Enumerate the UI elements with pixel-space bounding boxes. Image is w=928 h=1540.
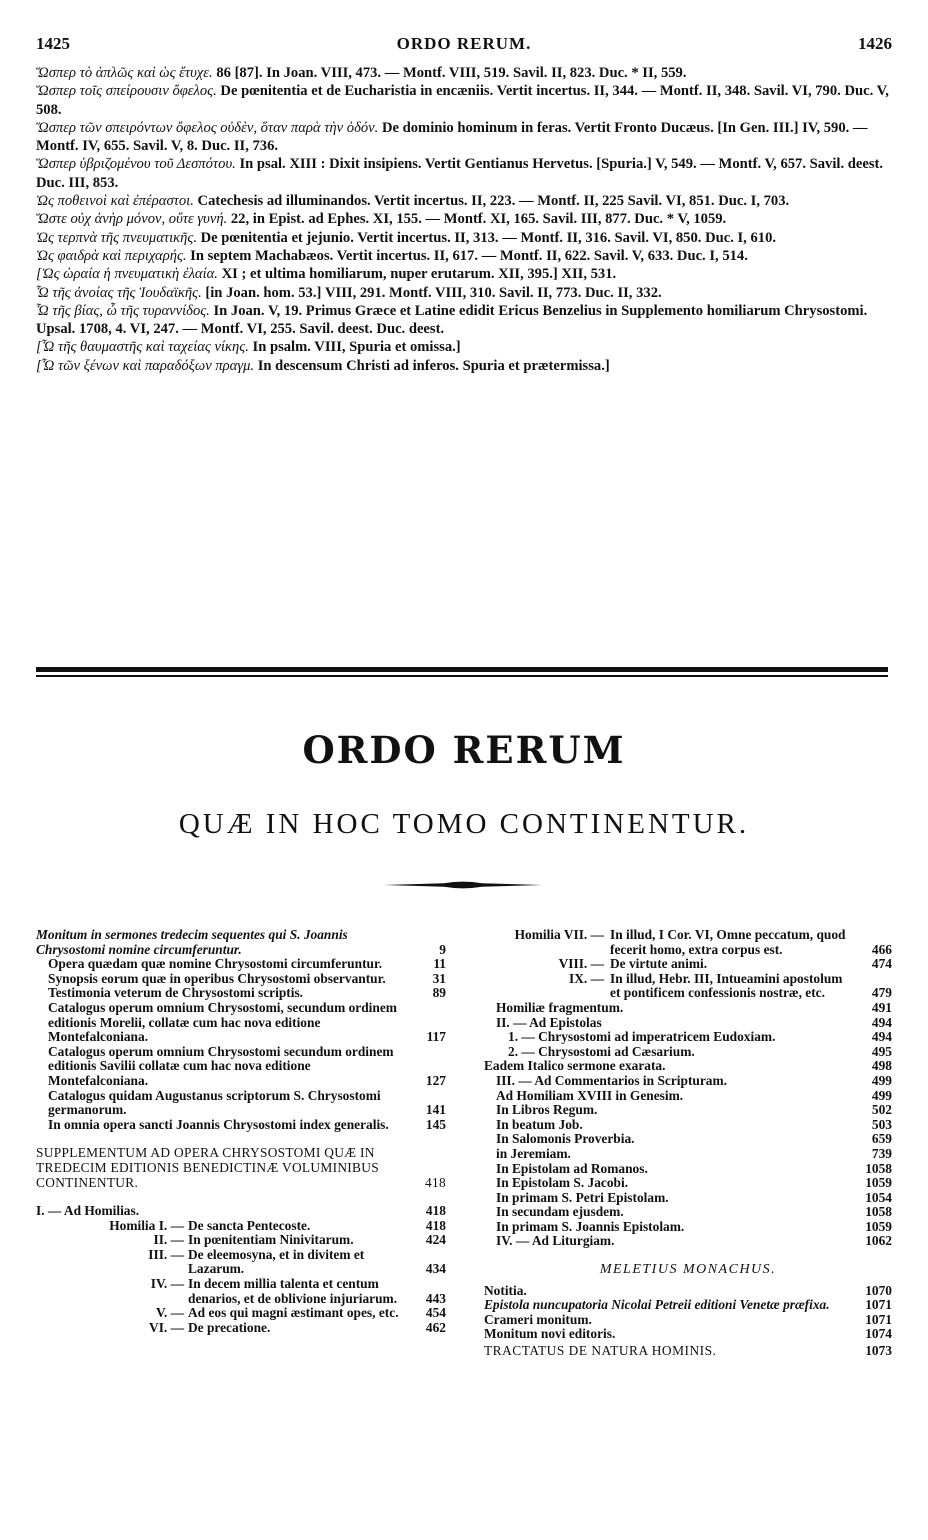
greek-incipit: Ὥσπερ τοῖς σπείρουσιν ὄφελος. — [36, 83, 217, 100]
incipit-entry — [36, 265, 892, 283]
homily-title: De sancta Pentecoste. — [188, 1217, 311, 1233]
main-title: ORDO RERUM — [302, 728, 626, 772]
homily-page: 454 — [425, 1305, 446, 1321]
toc-entry-text: In Libros Regum. — [496, 1102, 598, 1118]
toc-entry-page: 1059 — [865, 1218, 892, 1234]
homily-number: IV. — — [150, 1276, 184, 1292]
toc-entry-text: Synopsis eorum quæ in operibus Chrysostomi observantur. — [48, 970, 386, 986]
incipit-entry — [36, 82, 892, 119]
meletius-entry-page: 1071 — [865, 1297, 892, 1313]
homily-page: 418 — [425, 1217, 446, 1233]
toc-entry-text: in Jeremiam. — [496, 1145, 571, 1161]
entry-citation: De pœnitentia et de Eucharistia in encæniis. Vertit incertus. II, 344. — Montf. II, 348. Savil. VI, 790. Duc. V, 508. — [36, 83, 889, 118]
toc-entry-page: 1054 — [865, 1189, 892, 1205]
entry-citation: In Joan. V, 19. Primus Græce et Latine edidit Ericus Benzelius in Supplemento homiliarum Chrysostomi. Upsal. 1708, 4. VI, 247. — Montf. VI, 255. Savil. deest. Duc. deest. — [36, 302, 868, 338]
homily-page: 424 — [425, 1232, 446, 1248]
toc-entry-text: Eadem Italico sermone exarata. — [484, 1058, 666, 1074]
meletius-entry-text: Monitum novi editoris. — [484, 1326, 616, 1342]
meletius-entry-text: TRACTATUS DE NATURA HOMINIS. — [484, 1343, 717, 1359]
toc-entry — [484, 1205, 892, 1220]
greek-incipit: Ὥστε οὐχ ἀνὴρ μόνον, οὔτε γυνή. — [36, 211, 228, 228]
entry-citation: XI ; et ultima homiliarum, nuper erutarum. XII, 395.] XII, 531. — [221, 266, 617, 283]
homily-page: 462 — [425, 1319, 446, 1335]
toc-entry — [484, 1147, 892, 1162]
incipit-entry — [36, 302, 892, 339]
meletius-entry — [484, 1327, 892, 1342]
section-heading-text: IV. — Ad Liturgiam. — [496, 1233, 615, 1249]
incipit-entry — [36, 284, 892, 302]
section-heading-page: 1062 — [865, 1233, 892, 1249]
running-title: ORDO RERUM. — [396, 34, 532, 53]
homily-title: In illud, I Cor. VI, Omne peccatum, quod fecerit homo, extra corpus est. — [610, 927, 846, 957]
toc-entry-text: Monitum in sermones tredecim sequentes qui S. Joannis Chrysostomi nomine circumferuntur. — [36, 927, 348, 957]
toc-entry — [484, 1176, 892, 1191]
homily-number: II. — — [153, 1232, 184, 1248]
meletius-entry — [484, 1284, 892, 1299]
incipit-entry — [36, 357, 892, 375]
section-heading-text: III. — Ad Commentarios in Scripturam. — [496, 1072, 727, 1088]
homily-entry — [36, 1233, 446, 1248]
greek-incipit: Ὥσπερ ὑβριζομένου τοῦ Δεσπότου. — [36, 156, 236, 173]
meletius-entry-text: Notitia. — [484, 1282, 527, 1298]
toc-entry-text: 1. — Chrysostomi ad imperatricem Eudoxiam. — [508, 1029, 776, 1045]
homily-entry — [484, 957, 892, 972]
toc-entry — [484, 1059, 892, 1074]
section-heading-text: I. — Ad Homilias. — [36, 1203, 140, 1219]
meletius-entry — [484, 1344, 892, 1359]
toc-entry — [36, 972, 446, 987]
toc-entry-text: Catalogus operum omnium Chrysostomi secundum ordinem editionis Savilii collatæ cum hac nova editione Montefalconiana. — [48, 1043, 394, 1088]
toc-entry-text: In primam S. Joannis Epistolam. — [496, 1218, 685, 1234]
toc-entry-page: 11 — [433, 956, 446, 972]
incipit-entry — [36, 64, 892, 82]
toc-entry — [36, 957, 446, 972]
homily-number: V. — — [155, 1305, 184, 1321]
toc-entry-page: 502 — [871, 1102, 892, 1118]
meletius-entry — [484, 1313, 892, 1328]
section-heading — [484, 1074, 892, 1089]
incipit-list — [36, 64, 892, 375]
homily-title: In decem millia talenta et centum denarios, et de oblivione injuriarum. — [188, 1276, 398, 1306]
meletius-entry-page: 1073 — [865, 1343, 892, 1359]
greek-incipit: Ὦ τῆς βίας, ὦ τῆς τυραννίδος. — [36, 302, 210, 319]
toc-entry — [36, 1045, 446, 1089]
toc-entry-text: Testimonia veterum de Chrysostomi scriptis. — [48, 985, 304, 1001]
toc-entry-text: Opera quædam quæ nomine Chrysostomi circumferuntur. — [48, 956, 383, 972]
homily-number: IX. — — [569, 970, 604, 986]
toc-entry — [484, 1030, 892, 1045]
toc-entry — [36, 1118, 446, 1133]
toc-entry — [484, 1118, 892, 1133]
running-head — [36, 34, 892, 56]
toc-entry-text: In secundam ejusdem. — [496, 1204, 624, 1220]
entry-citation: De dominio hominum in feras. Vertit Fronto Ducæus. [In Gen. III.] IV, 590. — Montf. IV, 655. Savil. V, 8. Duc. II, 736. — [36, 119, 868, 155]
toc-entry — [36, 986, 446, 1001]
toc-entry-page: 1058 — [865, 1160, 892, 1176]
greek-incipit: Ὡς ποθεινοὶ καὶ ἐπέραστοι. — [36, 193, 194, 210]
meletius-entry-text: Crameri monitum. — [484, 1311, 592, 1327]
toc-entry — [484, 1001, 892, 1016]
incipit-entry — [36, 247, 892, 265]
toc-entry-page: 117 — [426, 1029, 446, 1045]
entry-citation: In descensum Christi ad inferos. Spuria et prætermissa.] — [257, 357, 610, 374]
homily-page: 474 — [871, 956, 892, 972]
ornament-rule-icon — [384, 880, 542, 890]
section-heading — [484, 1234, 892, 1249]
homily-page: 466 — [871, 941, 892, 957]
meletius-entry-page: 1074 — [865, 1326, 892, 1342]
entry-citation: In psal. XIII : Dixit insipiens. Vertit Gentianus Hervetus. [Spuria.] V, 549. — Montf. V, 657. Savil. deest. Duc. III, 853. — [36, 156, 884, 191]
toc-entry-page: 491 — [871, 999, 892, 1015]
homily-entry — [484, 928, 892, 957]
homily-page: 434 — [425, 1261, 446, 1277]
toc-entry-page: 739 — [871, 1145, 892, 1161]
toc-entry-text: In Epistolam ad Romanos. — [496, 1160, 648, 1176]
toc-entry — [484, 1103, 892, 1118]
toc-entry-text: Ad Homiliam XVIII in Genesim. — [496, 1087, 684, 1103]
homily-entry — [36, 1306, 446, 1321]
homily-entry — [36, 1248, 446, 1277]
toc-entry — [484, 1132, 892, 1147]
spacer — [484, 1249, 892, 1263]
incipit-entry — [36, 338, 892, 356]
homily-entry — [36, 1219, 446, 1234]
greek-incipit: Ὦ τῆς ἀνοίας τῆς Ἰουδαϊκῆς. — [36, 284, 202, 301]
meletius-entry-text: Epistola nuncupatoria Nicolai Petreii editioni Venetæ præfixa. — [484, 1297, 830, 1313]
entry-citation: De pœnitentia et jejunio. Vertit incertus. II, 313. — Montf. II, 316. Savil. VI, 850. Duc. I, 610. — [200, 229, 777, 246]
entry-citation: Catechesis ad illuminandos. Vertit incertus. II, 223. — Montf. II, 225 Savil. VI, 851. Duc. I, 703. — [197, 193, 790, 210]
page-number-right: 1426 — [858, 34, 892, 53]
incipit-entry — [36, 155, 892, 192]
toc-entry-page: 494 — [871, 1029, 892, 1045]
meletius-heading: MELETIUS MONACHUS. — [599, 1262, 777, 1278]
homily-number: III. — — [148, 1246, 184, 1262]
spacer — [36, 1132, 446, 1146]
toc-entry-text: In Epistolam S. Jacobi. — [496, 1175, 629, 1191]
toc-entry-text: 2. — Chrysostomi ad Cæsarium. — [508, 1043, 695, 1059]
supplement-heading-text: SUPPLEMENTUM AD OPERA CHRYSOSTOMI QUÆ IN TREDECIM EDITIONIS BENEDICTINÆ VOLUMINIBUS CONTINENTUR. — [36, 1145, 380, 1190]
greek-incipit: Ὡς τερπνὰ τῆς πνευματικῆς. — [36, 229, 197, 246]
greek-incipit: [Ὡς ὡραία ἡ πνευματικὴ ἐλαία. — [36, 266, 218, 283]
homily-title: Ad eos qui magni æstimant opes, etc. — [188, 1305, 399, 1321]
section-heading-page: 418 — [425, 1203, 446, 1219]
entry-citation: [in Joan. hom. 53.] VIII, 291. Montf. VIII, 310. Savil. II, 773. Duc. II, 332. — [205, 284, 662, 301]
incipit-entry — [36, 210, 892, 228]
toc-entry-text: Catalogus operum omnium Chrysostomi, secundum ordinem editionis Morelii, collatæ cum hac nova editione Montefalconiana. — [48, 999, 397, 1045]
toc-entry-page: 9 — [439, 941, 446, 957]
toc-entry-text: Homiliæ fragmentum. — [496, 999, 624, 1015]
incipit-entry — [36, 229, 892, 247]
toc-entry — [484, 1191, 892, 1206]
homily-number: VI. — — [149, 1319, 184, 1335]
toc-entry-page: 503 — [871, 1116, 892, 1132]
toc-entry-text: In primam S. Petri Epistolam. — [496, 1189, 669, 1205]
homily-title: De precatione. — [188, 1319, 271, 1335]
homily-entry — [36, 1321, 446, 1336]
greek-incipit: [Ὦ τῆς θαυμαστῆς καὶ ταχείας νίκης. — [36, 339, 249, 356]
toc-entry — [36, 928, 446, 957]
homily-title: In illud, Hebr. III, Intueamini apostolum et pontificem confessionis nostræ, etc. — [610, 970, 843, 1001]
meletius-entry-page: 1070 — [865, 1282, 892, 1298]
spacer — [36, 1190, 446, 1204]
homily-page: 443 — [425, 1290, 446, 1306]
toc-entry — [484, 1045, 892, 1060]
greek-incipit: Ὡς φαιδρὰ καὶ περιχαρής. — [36, 247, 187, 264]
toc-entry-text: In beatum Job. — [496, 1116, 583, 1132]
toc-entry — [484, 1220, 892, 1235]
section-heading — [36, 1204, 446, 1219]
entry-citation: 86 [87]. In Joan. VIII, 473. — Montf. VIII, 519. Savil. II, 823. Duc. * II, 559. — [216, 65, 687, 81]
toc-left-column — [36, 928, 446, 1335]
toc-entry-page: 89 — [432, 985, 446, 1001]
greek-incipit: Ὥσπερ τὸ ἁπλῶς καὶ ὡς ἔτυχε. — [36, 65, 213, 81]
toc-entry-page: 127 — [425, 1072, 446, 1088]
page-number-left: 1425 — [36, 34, 70, 53]
toc-entry — [484, 1089, 892, 1104]
meletius-entry-page: 1071 — [865, 1311, 892, 1327]
toc-entry-text: In omnia opera sancti Joannis Chrysostomi index generalis. — [48, 1116, 389, 1132]
entry-citation: 22, in Epist. ad Ephes. XI, 155. — Montf. XI, 165. Savil. III, 877. Duc. * V, 1059. — [230, 211, 727, 228]
toc-entry-text: Catalogus quidam Augustanus scriptorum S. Chrysostomi germanorum. — [48, 1087, 381, 1118]
homily-title: De eleemosyna, et in divitem et Lazarum. — [188, 1246, 365, 1277]
toc-entry-page: 498 — [871, 1058, 892, 1074]
toc-entry — [484, 1162, 892, 1177]
supplement-heading — [36, 1146, 446, 1190]
toc-entry-page: 31 — [432, 970, 446, 986]
homily-entry — [484, 972, 892, 1001]
entry-citation: In septem Machabæos. Vertit incertus. II, 617. — Montf. II, 622. Savil. V, 633. Duc. I, 514. — [190, 247, 748, 264]
homily-entry — [36, 1277, 446, 1306]
toc-entry-page: 659 — [871, 1131, 892, 1147]
homily-page: 479 — [871, 985, 892, 1001]
homily-number: Homilia VII. — — [514, 927, 604, 942]
section-heading-page: 499 — [871, 1072, 892, 1088]
section-heading-page: 494 — [871, 1014, 892, 1030]
subtitle: QUÆ IN HOC TOMO CONTINENTUR. — [178, 808, 750, 840]
toc-entry-page: 1059 — [865, 1175, 892, 1191]
greek-incipit: Ὥσπερ τῶν σπειρόντων ὄφελος οὐδὲν, ὅταν παρὰ τὴν ὁδόν. — [36, 119, 379, 136]
toc-entry — [36, 1001, 446, 1045]
toc-entry — [36, 1089, 446, 1118]
homily-number: VIII. — — [558, 956, 604, 972]
toc-entry-text: In Salomonis Proverbia. — [496, 1131, 635, 1147]
double-rule-top — [36, 667, 888, 672]
greek-incipit: [Ὦ τῶν ξένων καὶ παραδόξων πραγμ. — [36, 357, 255, 374]
double-rule-bottom — [36, 675, 888, 677]
section-heading-text: II. — Ad Epistolas — [496, 1014, 602, 1030]
meletius-entry — [484, 1298, 892, 1313]
homily-title: De virtute animi. — [610, 956, 708, 972]
supplement-heading-page: 418 — [425, 1174, 446, 1190]
toc-right-column — [484, 928, 892, 1359]
toc-entry-page: 141 — [425, 1102, 446, 1118]
incipit-entry — [36, 192, 892, 210]
toc-entry-page: 499 — [871, 1087, 892, 1103]
toc-entry-page: 145 — [425, 1116, 446, 1132]
homily-number: Homilia I. — — [109, 1217, 184, 1233]
entry-citation: In psalm. VIII, Spuria et omissa.] — [252, 339, 461, 356]
homily-title: In pœnitentiam Ninivitarum. — [188, 1232, 354, 1248]
toc-entry-page: 1058 — [865, 1204, 892, 1220]
incipit-entry — [36, 119, 892, 156]
section-heading — [484, 1016, 892, 1031]
toc-entry-page: 495 — [871, 1043, 892, 1059]
